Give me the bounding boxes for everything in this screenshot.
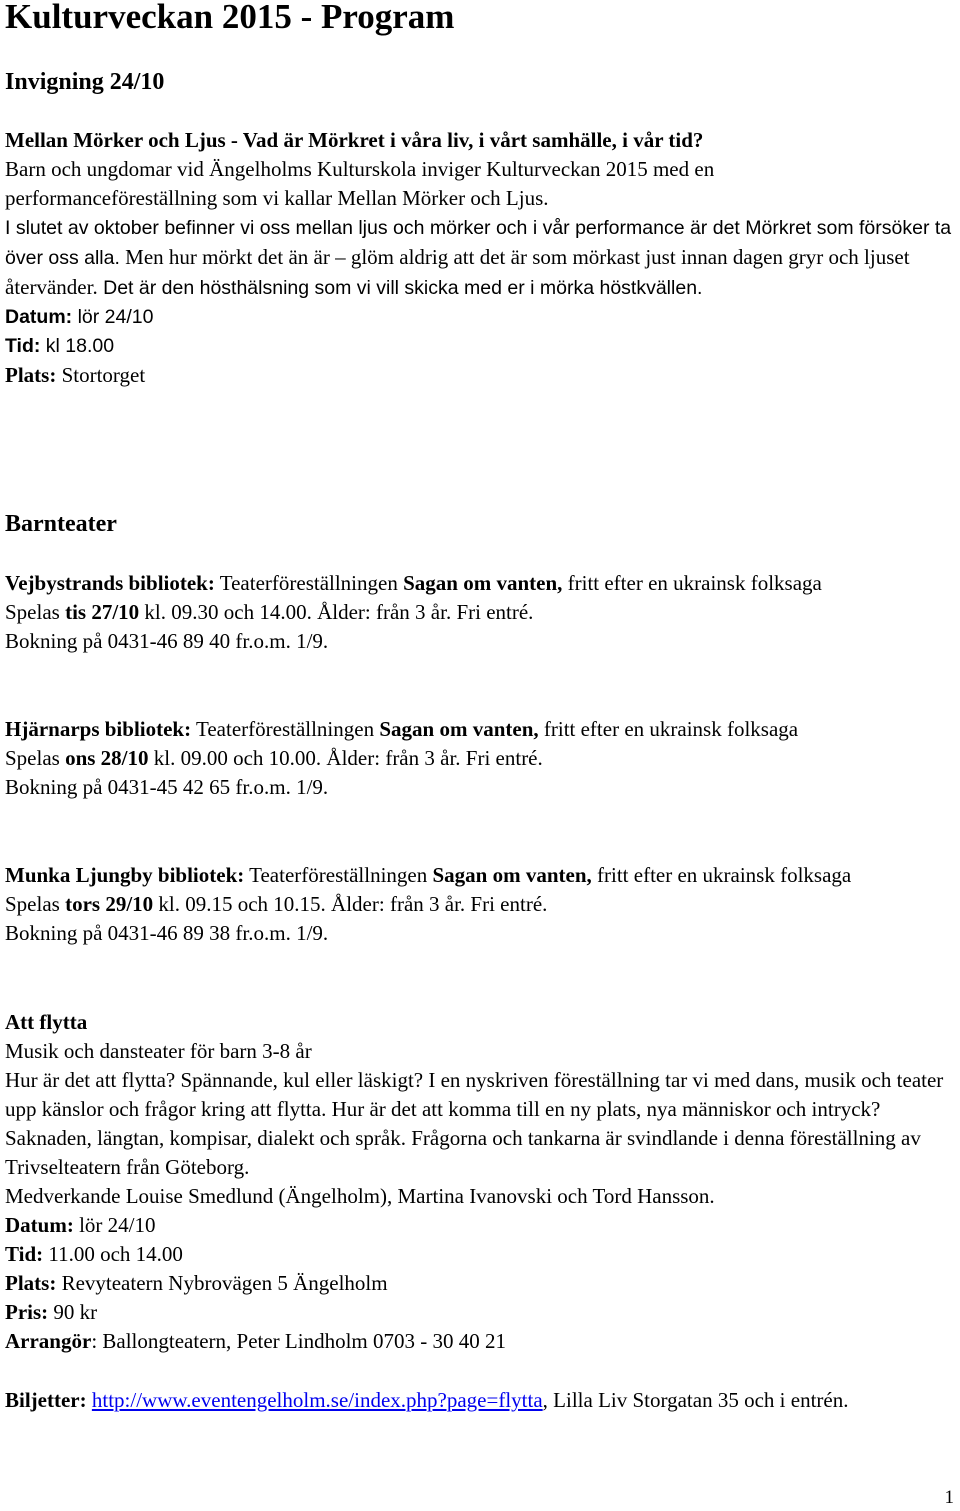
event-booking: Bokning på 0431-45 42 65 fr.o.m. 1/9.: [5, 775, 329, 799]
invigning-plats: Plats: Stortorget: [5, 363, 146, 387]
biljetter-link[interactable]: http://www.eventengelholm.se/index.php?page=flytta: [91, 1388, 543, 1412]
event-description: Hjärnarps bibliotek: Teaterföreställningen Sagan om vanten, fritt efter en ukrainsk folksaga: [5, 717, 799, 741]
page-title: Kulturveckan 2015 - Program: [5, 0, 455, 36]
invigning-heading: Invigning 24/10: [5, 69, 165, 95]
invigning-section: [5, 126, 953, 390]
att-flytta-pris: Pris: 90 kr: [5, 1300, 98, 1324]
barnteater-event-2: [5, 715, 865, 802]
invigning-subtitle: Mellan Mörker och Ljus - Vad är Mörkret i våra liv, i vårt samhälle, i vår tid?: [5, 128, 704, 152]
att-flytta-tid: Tid: 11.00 och 14.00: [5, 1242, 183, 1266]
att-flytta-description: Hur är det att flytta? Spännande, kul eller läskigt? I en nyskriven föreställning tar vi med dans, musik och teater upp känslor och frågor kring att flytta. Hur är det att komma till en ny plats, nya människor och intryck? Saknaden, längtan, kompisar, dialekt och språk. Frågorna och tankarna är svindlande i denna föreställning av Trivselteatern från Göteborg.: [5, 1068, 944, 1179]
event-schedule: Spelas tors 29/10 kl. 09.15 och 10.15. Ålder: från 3 år. Fri entré.: [5, 892, 548, 916]
att-flytta-section: [5, 1008, 953, 1356]
event-booking: Bokning på 0431-46 89 40 fr.o.m. 1/9.: [5, 629, 329, 653]
barnteater-event-1: [5, 569, 865, 656]
page-number: 1: [944, 1487, 954, 1508]
barnteater-event-3: [5, 861, 953, 948]
biljetter-line: Biljetter: http://www.eventengelholm.se/index.php?page=flytta, Lilla Liv Storgatan 35 och i entrén.: [5, 1388, 849, 1412]
att-flytta-biljetter: [5, 1386, 953, 1415]
event-description: Vejbystrands bibliotek: Teaterföreställningen Sagan om vanten, fritt efter en ukrainsk folksaga: [5, 571, 822, 595]
att-flytta-heading: Att flytta: [5, 1010, 88, 1034]
att-flytta-datum: Datum: lör 24/10: [5, 1213, 156, 1237]
att-flytta-subtitle: Musik och dansteater för barn 3-8 år: [5, 1039, 312, 1063]
invigning-intro: Barn och ungdomar vid Ängelholms Kulturskola inviger Kulturveckan 2015 med en performanceföreställning som vi kallar Mellan Mörker och Ljus.: [5, 157, 715, 210]
barnteater-heading: Barnteater: [5, 511, 117, 537]
event-booking: Bokning på 0431-46 89 38 fr.o.m. 1/9.: [5, 921, 329, 945]
invigning-description: I slutet av oktober befinner vi oss mellan ljus och mörker och i vår performance är det Mörkret som försöker ta över oss alla. Men hur mörkt det än är – glöm aldrig att det är som mörkast just innan dagen gryr och ljuset återvänder. Det är den hösthälsning som vi vill skicka med er i mörka höstkvällen.: [5, 217, 952, 299]
att-flytta-arrangor: Arrangör: Ballongteatern, Peter Lindholm 0703 - 30 40 21: [5, 1329, 506, 1353]
att-flytta-medverkande: Medverkande Louise Smedlund (Ängelholm), Martina Ivanovski och Tord Hansson.: [5, 1184, 715, 1208]
att-flytta-plats: Plats: Revyteatern Nybrovägen 5 Ängelholm: [5, 1271, 388, 1295]
event-schedule: Spelas ons 28/10 kl. 09.00 och 10.00. Ålder: från 3 år. Fri entré.: [5, 746, 543, 770]
event-schedule: Spelas tis 27/10 kl. 09.30 och 14.00. Ålder: från 3 år. Fri entré.: [5, 600, 534, 624]
event-description: Munka Ljungby bibliotek: Teaterföreställningen Sagan om vanten, fritt efter en ukrainsk folksaga: [5, 863, 852, 887]
invigning-datum: Datum: lör 24/10: [5, 306, 154, 328]
invigning-tid: Tid: kl 18.00: [5, 335, 115, 357]
